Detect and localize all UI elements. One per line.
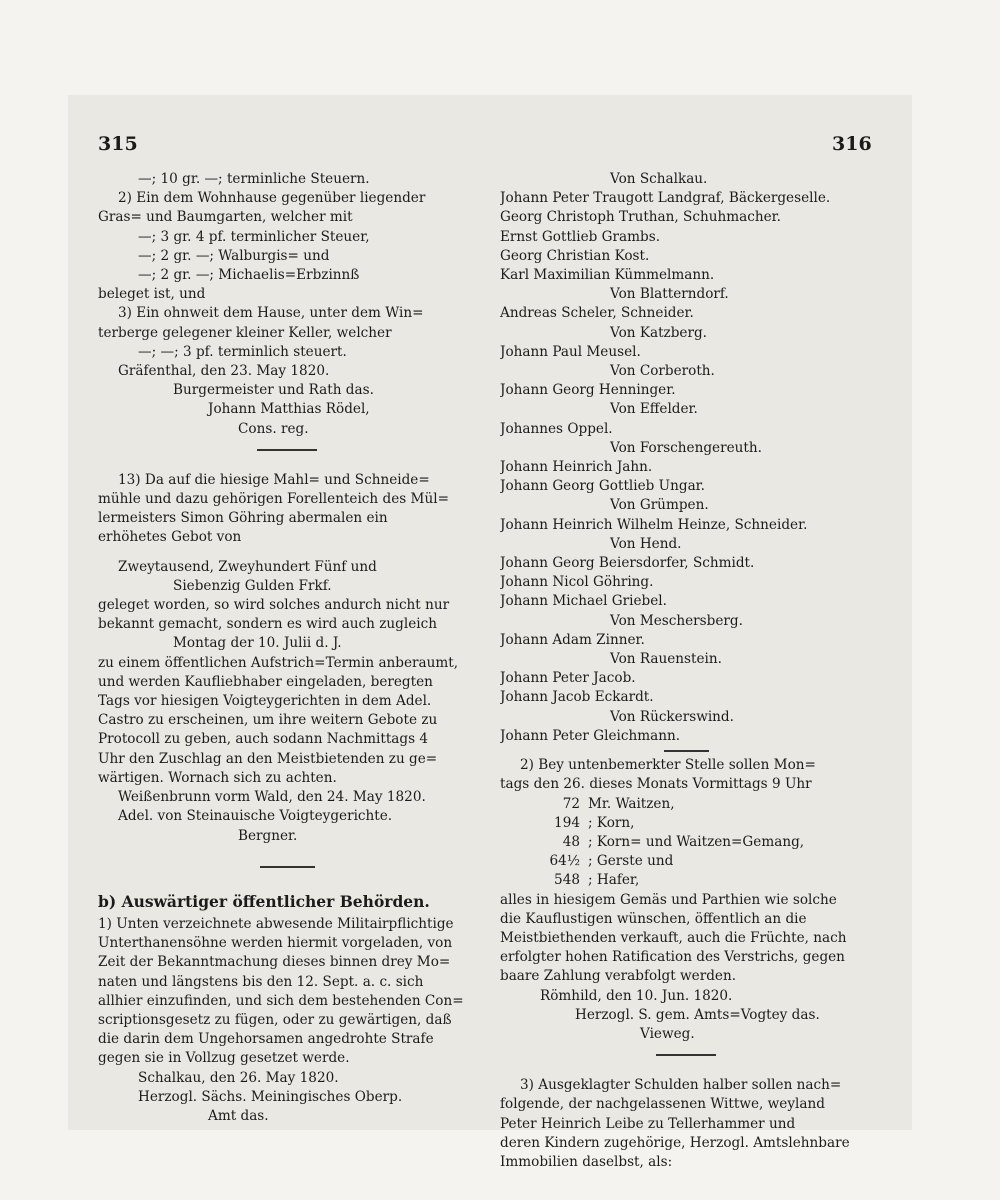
conscript-name: Johann Peter Jacob. bbox=[500, 670, 636, 687]
quantity-item: ; Gerste und bbox=[588, 853, 674, 870]
notice-paragraph bbox=[98, 471, 476, 788]
place-date: Römhild, den 10. Jun. 1820. bbox=[540, 987, 733, 1004]
text-line: 2) Bey untenbemerkter Stelle sollen Mon= bbox=[520, 757, 816, 774]
signature-block bbox=[98, 362, 476, 439]
text-line: naten und längstens bis den 12. Sept. a. c. sich bbox=[98, 973, 424, 990]
quantity-amount: 64½ bbox=[549, 853, 580, 870]
grain-quantity-list bbox=[500, 795, 872, 891]
text-line: 1) Unten verzeichnete abwesende Militairpflichtige bbox=[98, 915, 454, 932]
quantity-amount: 48 bbox=[562, 833, 580, 850]
divider bbox=[260, 866, 315, 868]
text-line: Tags vor hiesigen Voigteygerichten in dem Adel. bbox=[98, 693, 432, 710]
text-line: mühle und dazu gehörigen Forellenteich des Mül= bbox=[98, 491, 449, 508]
text-line: Protocoll zu geben, auch sodann Nachmittags 4 bbox=[98, 731, 429, 748]
conscript-name: Johannes Oppel. bbox=[500, 420, 613, 437]
place-heading: Von Hend. bbox=[610, 535, 682, 552]
quantity-row bbox=[500, 814, 872, 833]
conscript-name: Johann Heinrich Jahn. bbox=[500, 459, 653, 476]
place-heading: Von Meschersberg. bbox=[610, 612, 743, 629]
text-line: allhier einzufinden, und sich dem bestehenden Con= bbox=[98, 992, 464, 1009]
place-heading: Von Katzberg. bbox=[610, 324, 707, 341]
place-date: Weißenbrunn vorm Wald, den 24. May 1820. bbox=[118, 789, 426, 806]
text-line: beleget ist, und bbox=[98, 286, 206, 303]
text-line: —; 3 gr. 4 pf. terminlicher Steuer, bbox=[138, 228, 370, 245]
text-line: —; 10 gr. —; terminliche Steuern. bbox=[138, 171, 370, 187]
text-line: 13) Da auf die hiesige Mahl= und Schneide= bbox=[118, 471, 430, 488]
signature-block bbox=[500, 987, 872, 1045]
conscript-name: Johann Nicol Göhring. bbox=[500, 574, 654, 591]
text-line: erhöhetes Gebot von bbox=[98, 529, 242, 546]
text-line: Unterthanensöhne werden hiermit vorgeladen, von bbox=[98, 935, 453, 952]
text-line: Peter Heinrich Leibe zu Tellerhammer und bbox=[500, 1115, 796, 1132]
text-line: Gras= und Baumgarten, welcher mit bbox=[98, 209, 353, 226]
text-line: gegen sie in Vollzug gesetzet werde. bbox=[98, 1050, 350, 1067]
text-line: tags den 26. dieses Monats Vormittags 9 Uhr bbox=[500, 776, 812, 793]
place-heading: Von Schalkau. bbox=[610, 171, 708, 187]
conscript-name: Johann Georg Gottlieb Ungar. bbox=[500, 478, 706, 495]
conscript-name: Georg Christian Kost. bbox=[500, 247, 650, 264]
quantity-item: ; Hafer, bbox=[588, 872, 640, 889]
page-number-left: 315 bbox=[98, 133, 138, 155]
text-line: —; —; 3 pf. terminlich steuert. bbox=[138, 343, 347, 360]
text-line: die darin dem Ungehorsamen angedrohte Strafe bbox=[98, 1031, 434, 1048]
place-heading: Von Rückerswind. bbox=[610, 708, 734, 725]
conscript-name: Johann Adam Zinner. bbox=[500, 631, 645, 648]
quantity-amount: 72 bbox=[562, 795, 580, 812]
text-line: terberge gelegener kleiner Keller, welcher bbox=[98, 324, 392, 341]
signature-block bbox=[98, 1069, 476, 1127]
conscript-name: Johann Peter Gleichmann. bbox=[500, 727, 681, 744]
text-line: 2) Ein dem Wohnhause gegenüber liegender bbox=[118, 190, 426, 207]
text-line: baare Zahlung verabfolgt werden. bbox=[500, 968, 737, 985]
conscript-name: Johann Jacob Eckardt. bbox=[500, 689, 654, 706]
signatory-name: Vieweg. bbox=[640, 1025, 695, 1042]
place-date: Gräfenthal, den 23. May 1820. bbox=[118, 363, 330, 380]
authority: Herzogl. Sächs. Meiningisches Oberp. bbox=[138, 1088, 403, 1105]
sum-line: Siebenzig Gulden Frkf. bbox=[173, 577, 332, 594]
text-line: und werden Kaufliebhaber eingeladen, beregten bbox=[98, 673, 433, 690]
notice-paragraph bbox=[98, 915, 476, 1069]
text-line: Meistbiethenden verkauft, auch die Früchte, nach bbox=[500, 929, 847, 946]
text-line: lermeisters Simon Göhring abermalen ein bbox=[98, 510, 388, 527]
divider bbox=[257, 449, 317, 451]
left-column bbox=[98, 170, 476, 1126]
place-date: Schalkau, den 26. May 1820. bbox=[138, 1069, 339, 1086]
right-column bbox=[500, 170, 872, 1172]
text-line: 3) Ein ohnweit dem Hause, unter dem Win= bbox=[118, 305, 424, 322]
text-line: Castro zu erscheinen, um ihre weitern Gebote zu bbox=[98, 712, 438, 729]
quantity-item: ; Korn= und Waitzen=Gemang, bbox=[588, 833, 805, 850]
page-number-right: 316 bbox=[832, 133, 872, 155]
quantity-amount: 548 bbox=[554, 872, 580, 889]
authority: Burgermeister und Rath das. bbox=[173, 382, 374, 399]
text-line: wärtigen. Wornach sich zu achten. bbox=[98, 769, 337, 786]
quantity-amount: 194 bbox=[554, 814, 580, 831]
divider bbox=[664, 750, 709, 752]
conscript-name: Johann Peter Traugott Landgraf, Bäckergeselle. bbox=[500, 190, 831, 207]
text-line: deren Kindern zugehörige, Herzogl. Amtslehnbare bbox=[500, 1134, 850, 1151]
place-heading: Von Rauenstein. bbox=[610, 651, 722, 668]
conscript-name: Georg Christoph Truthan, Schuhmacher. bbox=[500, 209, 781, 226]
text-line: erfolgter hohen Ratification des Verstrichs, gegen bbox=[500, 949, 845, 966]
place-heading: Von Forschengereuth. bbox=[610, 439, 762, 456]
text-line: bekannt gemacht, sondern es wird auch zugleich bbox=[98, 616, 437, 633]
text-line: 3) Ausgeklagter Schulden halber sollen nach= bbox=[520, 1077, 842, 1094]
place-heading: Von Corberoth. bbox=[610, 363, 715, 380]
quantity-row bbox=[500, 871, 872, 890]
conscript-name: Andreas Scheler, Schneider. bbox=[500, 305, 694, 322]
quantity-item: Mr. Waitzen, bbox=[588, 795, 675, 812]
conscript-name: Karl Maximilian Kümmelmann. bbox=[500, 267, 715, 284]
text-line: scriptionsgesetz zu fügen, oder zu gewärtigen, daß bbox=[98, 1011, 452, 1028]
place-heading: Von Effelder. bbox=[610, 401, 698, 418]
quantity-item: ; Korn, bbox=[588, 814, 635, 831]
text-line: folgende, der nachgelassenen Wittwe, weyland bbox=[500, 1096, 825, 1113]
text-line: —; 2 gr. —; Walburgis= und bbox=[138, 247, 330, 264]
conscript-name: Ernst Gottlieb Grambs. bbox=[500, 228, 661, 245]
signatory-role: Cons. reg. bbox=[238, 420, 309, 437]
text-line: zu einem öffentlichen Aufstrich=Termin anberaumt, bbox=[98, 654, 459, 671]
quantity-row bbox=[500, 852, 872, 871]
notice-paragraph bbox=[500, 1076, 872, 1172]
divider bbox=[656, 1054, 716, 1056]
text-line: Immobilien daselbst, als: bbox=[500, 1153, 673, 1170]
section-title: b) Auswärtiger öffentlicher Behörden. bbox=[98, 891, 430, 911]
conscript-name: Johann Paul Meusel. bbox=[500, 343, 641, 360]
place-heading: Von Blatterndorf. bbox=[610, 286, 729, 303]
text-line: alles in hiesigem Gemäs und Parthien wie solche bbox=[500, 891, 837, 908]
text-line: Uhr den Zuschlag an den Meistbietenden zu ge= bbox=[98, 750, 438, 767]
signature-block bbox=[98, 788, 476, 846]
conscript-name: Johann Georg Henninger. bbox=[500, 382, 676, 399]
notice-paragraph bbox=[500, 756, 872, 986]
signatory-name: Johann Matthias Rödel, bbox=[208, 401, 370, 418]
conscript-roll bbox=[500, 170, 872, 746]
property-list bbox=[98, 170, 476, 362]
signatory-name: Bergner. bbox=[238, 827, 298, 844]
conscript-name: Johann Georg Beiersdorfer, Schmidt. bbox=[500, 555, 755, 572]
quantity-row bbox=[500, 795, 872, 814]
conscript-name: Johann Heinrich Wilhelm Heinze, Schneider. bbox=[500, 516, 808, 533]
text-line: die Kauflustigen wünschen, öffentlich an die bbox=[500, 910, 807, 927]
text-line: —; 2 gr. —; Michaelis=Erbzinnß bbox=[138, 267, 360, 284]
authority: Herzogl. S. gem. Amts=Vogtey das. bbox=[575, 1006, 820, 1023]
authority: Adel. von Steinauische Voigteygerichte. bbox=[118, 808, 393, 825]
signatory-role: Amt das. bbox=[208, 1107, 269, 1124]
place-heading: Von Grümpen. bbox=[610, 497, 709, 514]
conscript-name: Johann Michael Griebel. bbox=[500, 593, 667, 610]
text-line: geleget worden, so wird solches andurch nicht nur bbox=[98, 597, 450, 614]
sum-line: Zweytausend, Zweyhundert Fünf und bbox=[118, 558, 377, 575]
date-line: Montag der 10. Julii d. J. bbox=[173, 635, 342, 652]
text-line: Zeit der Bekanntmachung dieses binnen drey Mo= bbox=[98, 954, 451, 971]
quantity-row bbox=[500, 833, 872, 852]
